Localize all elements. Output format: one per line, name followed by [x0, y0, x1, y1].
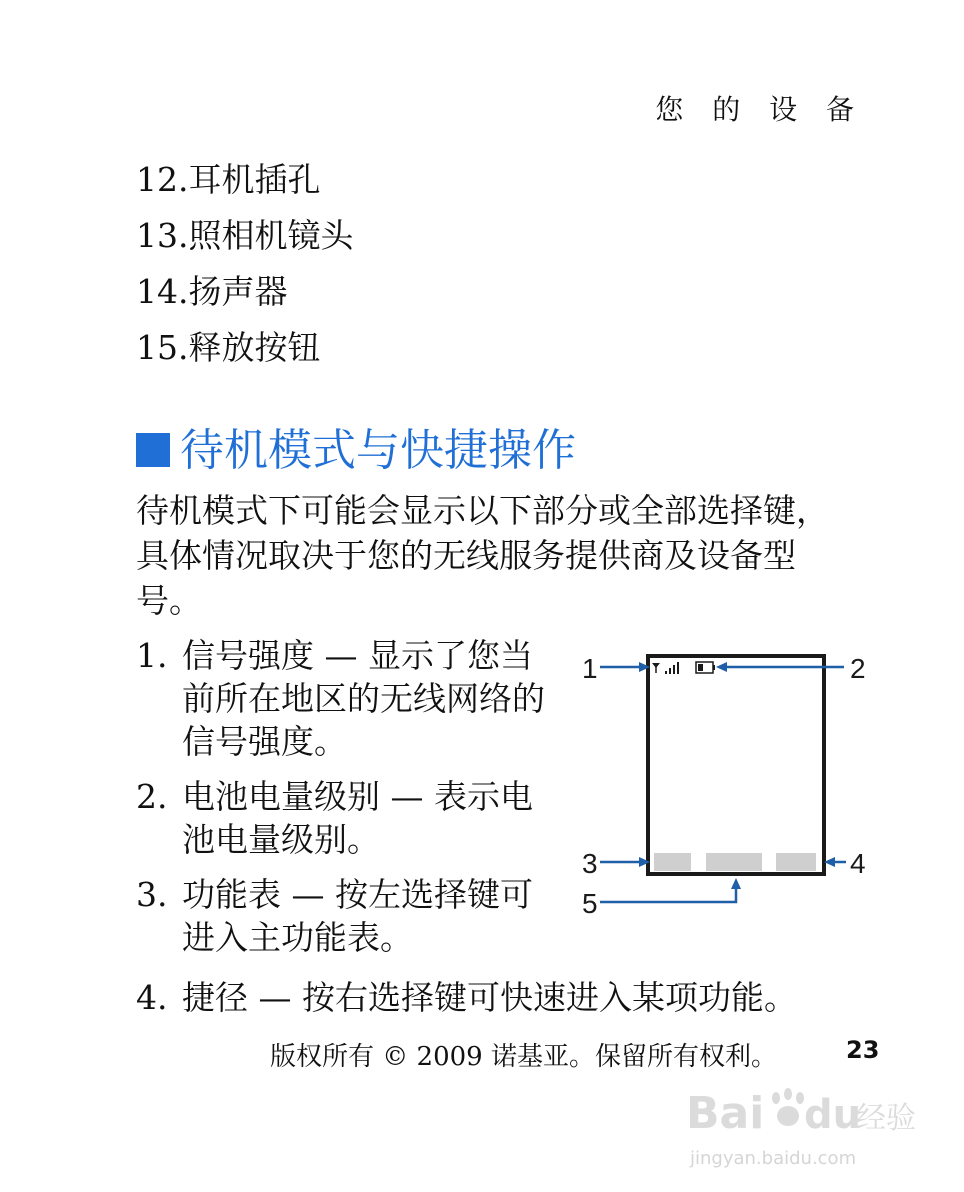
- callout-label-4: 4: [850, 848, 866, 879]
- square-bullet-icon: [136, 433, 170, 467]
- svg-text:Bai: Bai: [686, 1088, 765, 1139]
- list-item-number: 1.: [136, 636, 168, 675]
- right-softkey-bar: [776, 853, 816, 871]
- standby-screen-diagram: [572, 648, 872, 918]
- list-item: [136, 976, 797, 1019]
- list-item-number: 2.: [136, 777, 168, 816]
- copyright-footer: 版权所有 © 2009 诺基亚。保留所有权利。: [270, 1042, 777, 1072]
- intro-paragraph: 待机模式下可能会显示以下部分或全部选择键，具体情况取决于您的无线服务提供商及设备型号。: [136, 491, 829, 620]
- page-number: 23: [846, 1036, 880, 1064]
- list-item-text: 功能表 — 按左选择键可进入主功能表。: [182, 875, 533, 957]
- phone-screen-frame: [648, 656, 824, 874]
- list-item-number: 4.: [136, 978, 168, 1017]
- list-item-text: 电池电量级别 — 表示电池电量级别。: [182, 777, 533, 859]
- list-item: 12.耳机插孔: [136, 160, 321, 199]
- baidu-logo-icon: [680, 1070, 920, 1150]
- section-heading-text: 待机模式与快捷操作: [180, 425, 576, 476]
- list-item-number: 3.: [136, 875, 168, 914]
- callout-label-3: 3: [582, 848, 598, 879]
- section-heading: [136, 414, 576, 478]
- list-item: 14.扬声器: [136, 272, 288, 311]
- callout-label-2: 2: [850, 653, 866, 684]
- list-item: 15.释放按钮: [136, 328, 321, 367]
- svg-text:du: du: [804, 1092, 862, 1138]
- battery-icon: [696, 662, 715, 673]
- parts-list: [136, 152, 353, 376]
- baidu-watermark: [680, 1070, 920, 1180]
- callout-label-5: 5: [582, 888, 598, 918]
- list-item: 13.照相机镜头: [136, 216, 354, 255]
- list-item-text: 信号强度 — 显示了您当前所在地区的无线网络的信号强度。: [182, 636, 545, 761]
- list-item: [136, 873, 556, 959]
- middle-softkey-bar: [706, 853, 762, 871]
- numbered-list: [136, 634, 556, 971]
- running-header: 您 的 设 备: [655, 93, 864, 126]
- list-item-text: 捷径 — 按右选择键可快速进入某项功能。: [182, 978, 797, 1017]
- watermark-domain: jingyan.baidu.com: [690, 1148, 857, 1169]
- list-item: [136, 775, 556, 861]
- list-item: [136, 634, 556, 763]
- left-softkey-bar: [654, 853, 691, 871]
- callout-label-1: 1: [582, 653, 598, 684]
- svg-text:经验: 经验: [856, 1101, 916, 1136]
- callout-arrow-5: [600, 888, 736, 902]
- signal-strength-icon: [652, 662, 679, 674]
